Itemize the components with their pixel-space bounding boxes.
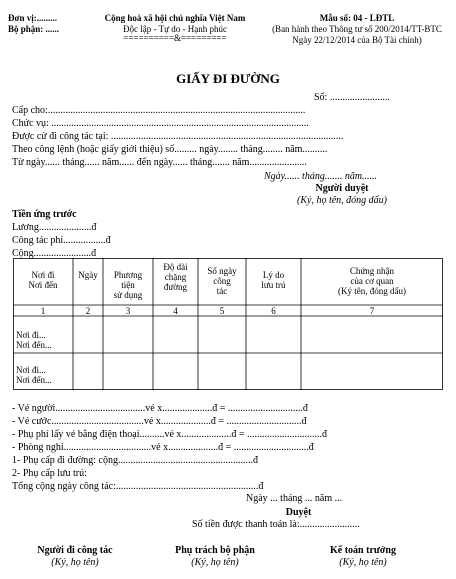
position-field: Chức vụ: ....................................................................................................... — [12, 118, 309, 129]
header-certification — [301, 266, 443, 296]
unit-label: Đơn vị:......... — [8, 13, 57, 23]
signature-traveler-note: (Ký, họ tên) — [51, 557, 99, 568]
signature-head-title: Phụ trách bộ phận — [175, 545, 255, 556]
header-places-text: Nơi đi Nơi đến — [28, 270, 58, 290]
col-number-4: 4 — [173, 306, 178, 316]
expense-ticket-freight: - Vé cước.....................................vé x....................đ = ..............................đ — [12, 416, 307, 427]
issued-to-field: Cấp cho:....................................................................................................... — [12, 105, 306, 116]
header-reason — [246, 270, 301, 290]
approval-title: Duyệt — [285, 507, 312, 518]
circular-date: Ngày 22/12/2014 của Bộ Tài chính) — [292, 35, 422, 45]
header-vehicle-text: Phương tiện sử dụng — [113, 270, 143, 300]
table-row-2-text: Nơi đi... Nơi đến... — [16, 365, 52, 385]
advance-salary: Lương.....................đ — [12, 222, 97, 233]
col-number-2: 2 — [85, 306, 91, 316]
header-workdays — [198, 266, 246, 296]
col-number-6: 6 — [271, 306, 276, 316]
department-label: Bộ phận: ...... — [8, 24, 60, 34]
republic-name: Cộng hoà xã hội chủ nghĩa Việt Nam — [104, 13, 246, 23]
header-places — [13, 270, 73, 290]
travel-allowance: 1- Phụ cấp đi đường: cộng......................................................đ — [12, 455, 258, 466]
dates-field: Từ ngày...... tháng...... năm...... đến ngày...... tháng....... năm....................... — [12, 157, 307, 168]
col-number-1: 1 — [40, 306, 46, 316]
page-title: GIẤY ĐI ĐƯỜNG — [176, 71, 280, 86]
stay-allowance: 2- Phụ cấp lưu trú: — [12, 468, 87, 479]
col-number-7: 7 — [369, 306, 375, 316]
col-number-3: 3 — [125, 306, 131, 316]
document-number: Số: ........................ — [314, 92, 390, 103]
expense-ticket-person: - Vé người....................................vé x....................đ = ..............................đ — [12, 403, 308, 414]
header-date — [73, 270, 103, 280]
payment-amount: Số tiền được thanh toán là:........................ — [192, 519, 360, 530]
advance-total: Cộng.......................đ — [12, 248, 97, 259]
sign-date: Ngày...... tháng....... năm...... — [264, 171, 378, 182]
col-number-5: 5 — [219, 306, 225, 316]
header-distance — [153, 262, 198, 292]
header-date-text: Ngày — [78, 270, 98, 280]
signature-traveler-title: Người đi công tác — [37, 545, 113, 556]
approval-date: Ngày ... tháng ... năm ... — [246, 493, 343, 504]
table-row-2-places — [16, 365, 72, 385]
circular-ref: (Ban hành theo Thông tư số 200/2014/TT-BTC — [272, 24, 442, 34]
header-vehicle — [103, 270, 153, 300]
expense-lodging: - Phòng nghỉ...................................vé x....................đ = ..............................đ — [12, 442, 314, 453]
assigned-to-field: Được cử đi công tác tại: ............................................................................................. — [12, 131, 344, 142]
signature-accountant-title: Kế toán trưởng — [330, 545, 396, 556]
approver-title: Người duyệt — [315, 183, 369, 194]
header-reason-text: Lý do lưu trú — [261, 270, 286, 290]
signature-head-note: (Ký, họ tên) — [191, 557, 239, 568]
header-distance-text: Độ dài chặng đường — [163, 262, 188, 292]
motto-rule: ==========&========= — [123, 33, 227, 43]
motto: Độc lập - Tự do - Hạnh phúc — [123, 24, 227, 34]
table-row-1-text: Nơi đi... Nơi đến... — [16, 330, 52, 350]
table-row-1-places — [16, 330, 72, 350]
header-certification-text: Chứng nhận của cơ quan (Ký tên, đóng dấu) — [338, 266, 406, 296]
route-table — [13, 258, 443, 390]
approver-note: (Ký, họ tên, đóng dấu) — [297, 195, 387, 206]
total-workdays: Tổng cộng ngày công tác:.........................................................đ — [12, 481, 264, 492]
advance-fee: Công tác phí.................đ — [12, 235, 111, 246]
form-number: Mẫu số: 04 - LĐTL — [319, 13, 395, 23]
advance-title: Tiền ứng trước — [12, 209, 77, 220]
expense-phone-fee: - Phụ phí lấy vé bằng điện thoại..........vé x....................đ = ..............................đ — [12, 429, 328, 440]
header-workdays-text: Số ngày công tác — [207, 266, 237, 296]
signature-accountant-note: (Ký, họ tên) — [339, 557, 387, 568]
order-field: Theo công lệnh (hoặc giấy giới thiệu) số......... ngày........ tháng........ năm.......... — [12, 144, 328, 155]
